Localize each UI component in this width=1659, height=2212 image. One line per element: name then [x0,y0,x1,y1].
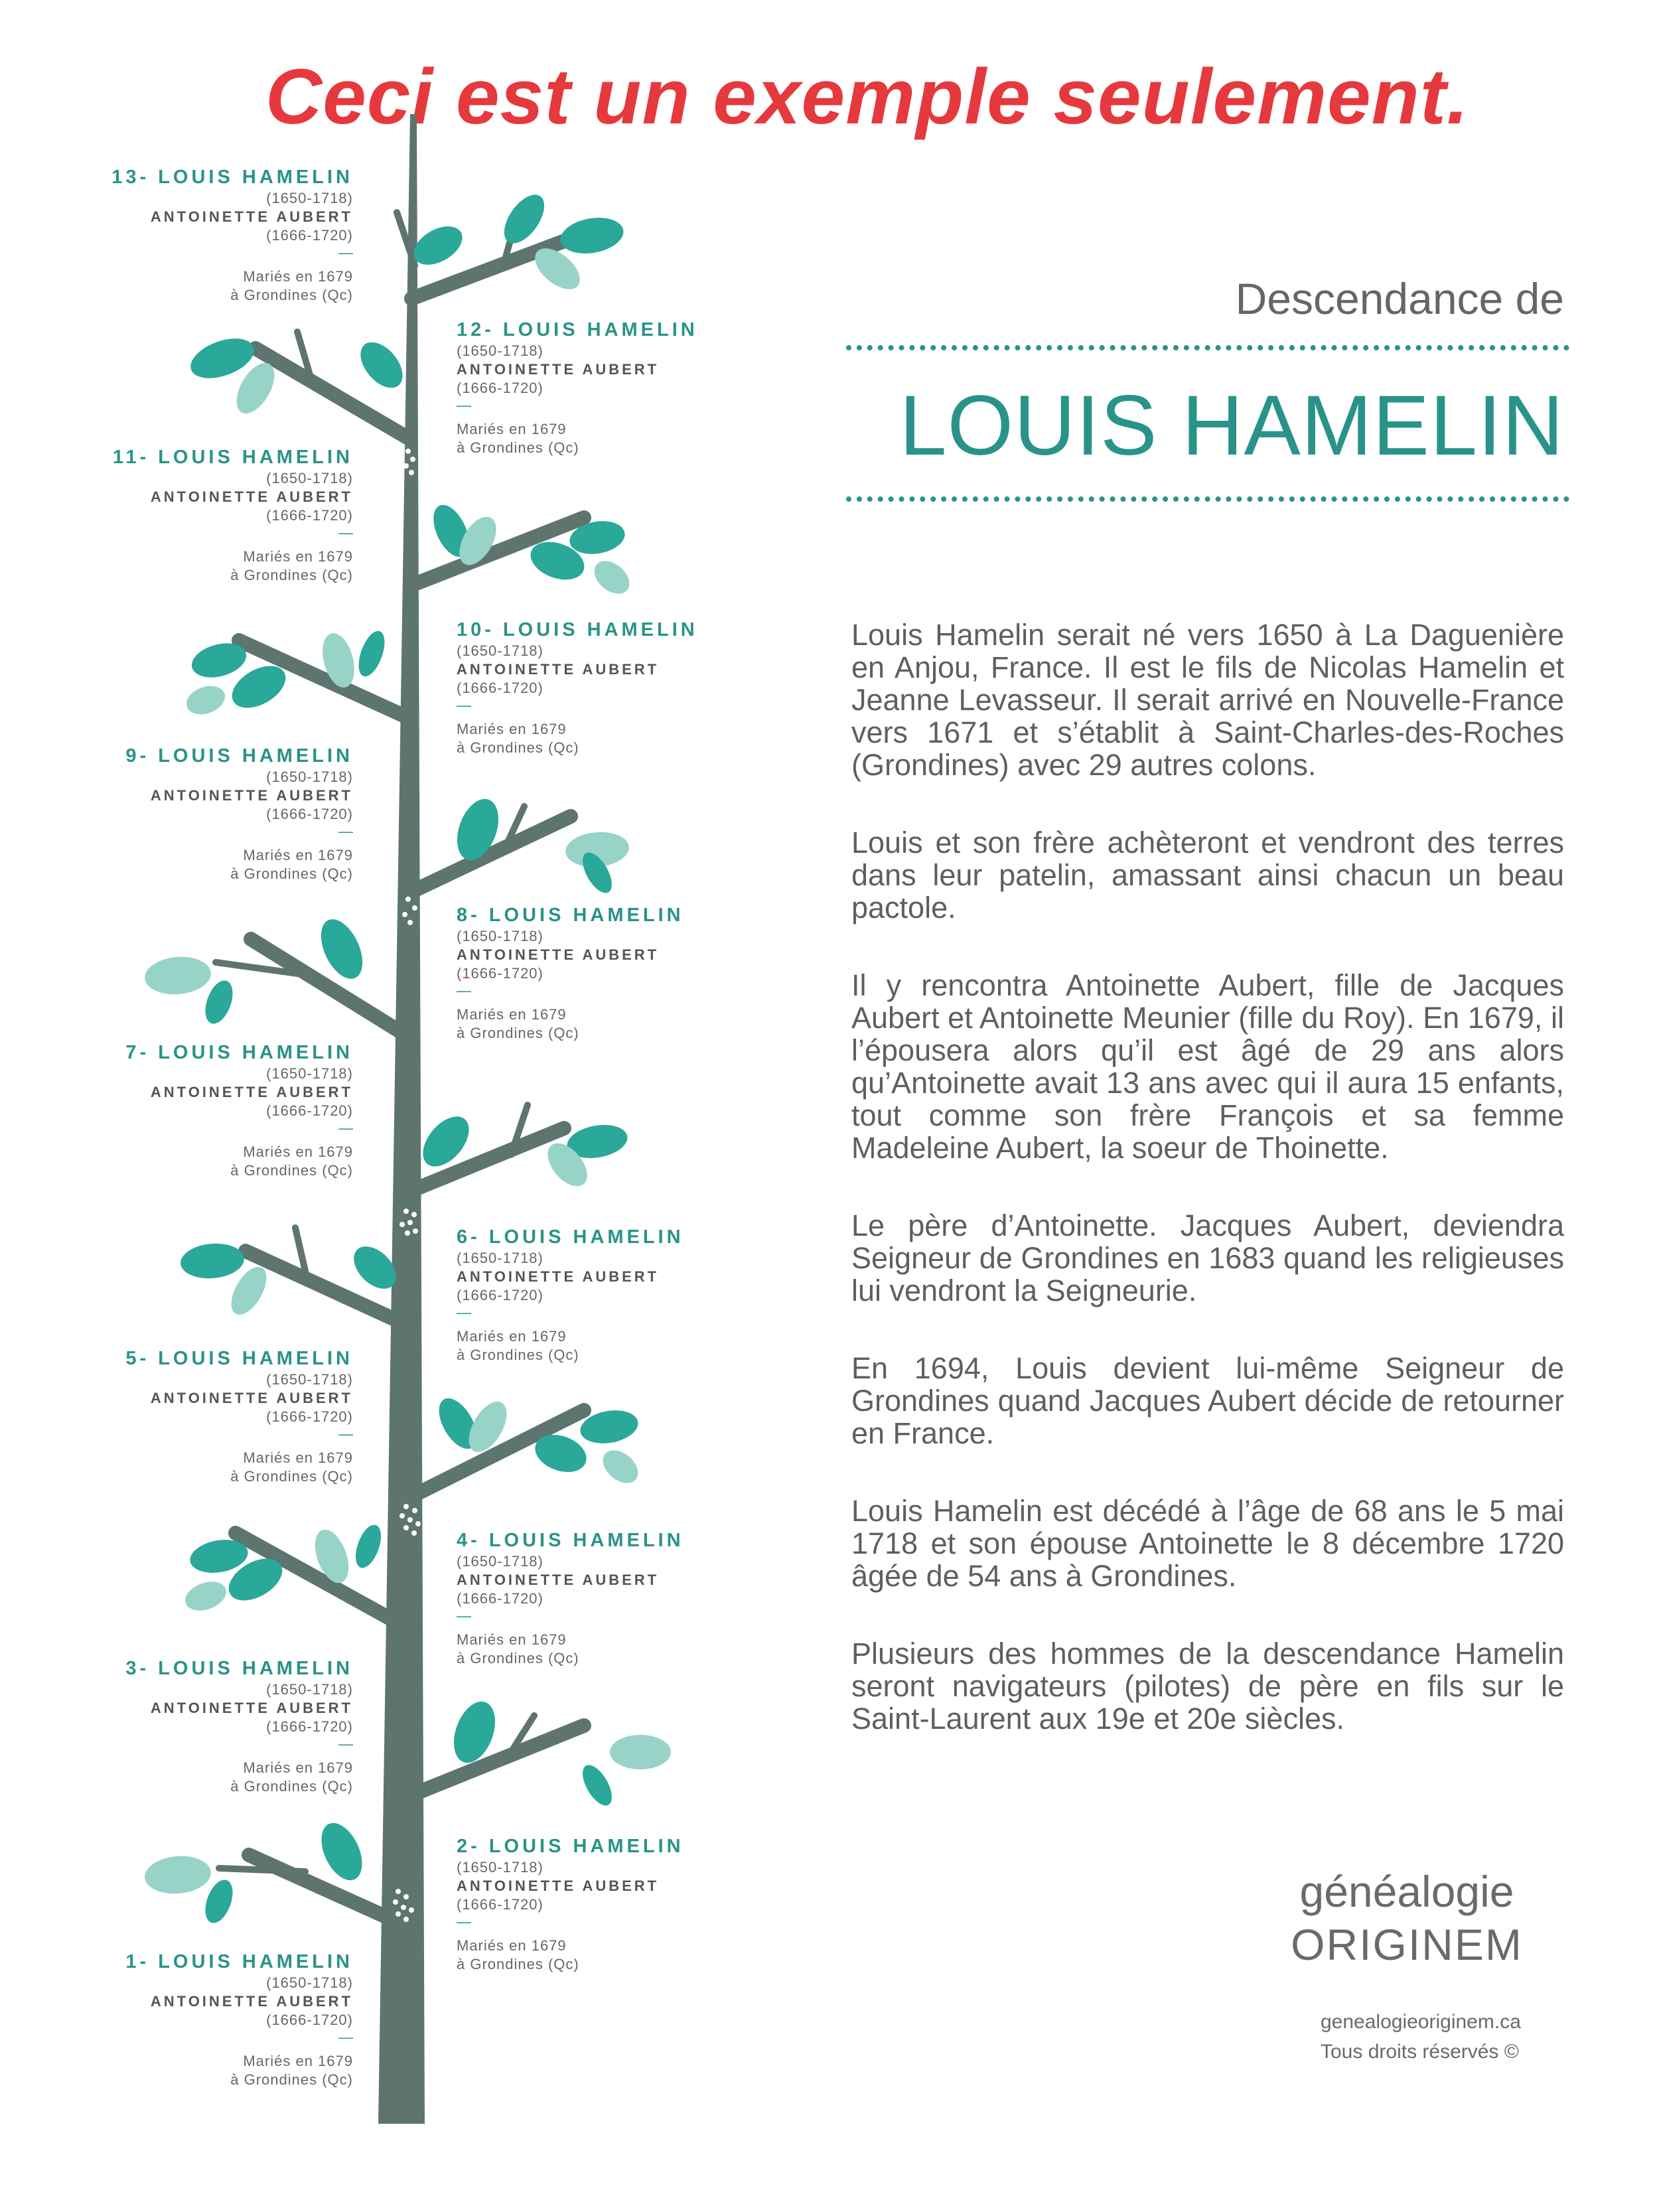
separator: — [338,1735,353,1752]
marriage-place: à Grondines (Qc) [230,1468,353,1485]
generation-label: 7- LOUIS HAMELIN [125,1042,353,1063]
spouse-name: ANTOINETTE AUBERT [457,661,660,678]
marriage-place: à Grondines (Qc) [230,1162,353,1179]
generation-label: 10- LOUIS HAMELIN [457,619,698,640]
separator: — [338,524,353,541]
spouse-dates: (1666-1720) [457,380,543,396]
separator: — [338,244,353,261]
generation-13 [8,168,353,303]
marriage-place: à Grondines (Qc) [457,1025,579,1041]
marriage-year: Mariés en 1679 [243,2053,353,2069]
separator: — [457,397,471,413]
husband-dates: (1650-1718) [266,1681,353,1698]
marriage-place: à Grondines (Qc) [230,2071,353,2088]
marriage-year: Mariés en 1679 [457,1006,567,1023]
husband-dates: (1650-1718) [457,1250,543,1266]
husband-dates: (1650-1718) [266,470,353,486]
spouse-name: ANTOINETTE AUBERT [150,1993,353,2010]
separator: — [457,697,471,713]
marriage-year: Mariés en 1679 [457,1937,567,1954]
husband-dates: (1650-1718) [266,190,353,206]
marriage-year: Mariés en 1679 [243,268,353,285]
generation-5 [8,1349,353,1484]
copyright-notice: Tous droits réservés © [1321,2041,1519,2063]
spouse-name: ANTOINETTE AUBERT [150,1700,353,1716]
spouse-name: ANTOINETTE AUBERT [150,208,353,225]
generation-11 [8,448,353,583]
separator: — [338,1426,353,1442]
generation-label: 2- LOUIS HAMELIN [457,1836,684,1857]
spouse-name: ANTOINETTE AUBERT [457,1572,660,1588]
marriage-place: à Grondines (Qc) [457,1650,579,1666]
generation-4 [457,1531,802,1666]
brand-line-1: généalogie [1299,1867,1514,1916]
spouse-dates: (1666-1720) [266,507,353,524]
generation-1 [8,1953,353,2087]
spouse-dates: (1666-1720) [266,2012,353,2028]
spouse-dates: (1666-1720) [266,227,353,244]
generation-9 [8,747,353,881]
marriage-year: Mariés en 1679 [457,1631,567,1648]
spouse-dates: (1666-1720) [266,1408,353,1425]
generation-label: 3- LOUIS HAMELIN [125,1658,353,1679]
title-prefix: Descendance de [1235,274,1564,323]
separator: — [338,2029,353,2045]
spouse-name: ANTOINETTE AUBERT [150,787,353,804]
dotted-divider-bottom [846,496,1569,502]
bio-paragraph-6: Louis Hamelin est décédé à l’âge de 68 ans le 5 mai 1718 et son épouse Antoinette le 8 décembre 1720 âgée de 54 ans à Grondines. [851,1494,1564,1593]
husband-dates: (1650-1718) [266,1371,353,1388]
marriage-place: à Grondines (Qc) [230,567,353,583]
generation-label: 11- LOUIS HAMELIN [112,447,353,468]
generation-label: 9- LOUIS HAMELIN [125,745,353,767]
spouse-name: ANTOINETTE AUBERT [150,1084,353,1100]
example-banner: Ceci est un exemple seulement. [265,53,1469,141]
spouse-name: ANTOINETTE AUBERT [457,1878,660,1894]
marriage-place: à Grondines (Qc) [457,439,579,456]
marriage-year: Mariés en 1679 [243,847,353,863]
bio-paragraph-3: Il y rencontra Antoinette Aubert, fille de Jacques Aubert et Antoinette Meunier (fille du Roy). En 1679, il l’épousera alors qu’il est âgé de 29 ans alors qu’Antoinette avait 13 ans avec qui il aura 15 enfants, tout comme son frère François et sa femme Madeleine Aubert, la soeur de Thoinette. [851,968,1564,1165]
spouse-name: ANTOINETTE AUBERT [457,361,660,378]
marriage-place: à Grondines (Qc) [230,287,353,303]
spouse-dates: (1666-1720) [457,1287,543,1303]
separator: — [457,1607,471,1624]
generation-10 [457,621,802,755]
marriage-year: Mariés en 1679 [243,1759,353,1776]
spouse-dates: (1666-1720) [457,680,543,696]
marriage-year: Mariés en 1679 [457,1328,567,1345]
spouse-dates: (1666-1720) [457,965,543,982]
spouse-dates: (1666-1720) [457,1590,543,1607]
marriage-year: Mariés en 1679 [243,1449,353,1466]
husband-dates: (1650-1718) [457,1553,543,1570]
separator: — [338,1120,353,1136]
spouse-name: ANTOINETTE AUBERT [150,488,353,505]
husband-dates: (1650-1718) [457,928,543,944]
dotted-divider-top [846,345,1569,350]
spouse-dates: (1666-1720) [457,1896,543,1913]
generation-label: 5- LOUIS HAMELIN [125,1348,353,1369]
marriage-place: à Grondines (Qc) [230,1778,353,1795]
marriage-place: à Grondines (Qc) [230,865,353,882]
marriage-year: Mariés en 1679 [243,548,353,565]
spouse-name: ANTOINETTE AUBERT [457,946,660,963]
generation-8 [457,906,802,1041]
separator: — [457,1913,471,1930]
spouse-name: ANTOINETTE AUBERT [457,1268,660,1285]
bio-paragraph-5: En 1694, Louis devient lui-même Seigneur de Grondines quand Jacques Aubert décide de retourner en France. [851,1351,1564,1450]
marriage-place: à Grondines (Qc) [457,1956,579,1972]
separator: — [457,1304,471,1321]
husband-dates: (1650-1718) [266,769,353,785]
bio-paragraph-2: Louis et son frère achèteront et vendront des terres dans leur patelin, amassant ainsi chacun un beau pactole. [851,826,1564,924]
marriage-place: à Grondines (Qc) [457,1347,579,1363]
generation-label: 12- LOUIS HAMELIN [457,319,698,340]
marriage-place: à Grondines (Qc) [457,739,579,756]
brand-line-2: ORIGINEM [1291,1920,1523,1969]
tree-trunk [378,114,425,2124]
marriage-year: Mariés en 1679 [457,421,567,437]
marriage-year: Mariés en 1679 [457,721,567,737]
husband-dates: (1650-1718) [457,342,543,359]
bio-paragraph-7: Plusieurs des hommes de la descendance Hamelin seront navigateurs (pilotes) de père en fils sur le Saint-Laurent aux 19e et 20e siècles. [851,1637,1564,1735]
bio-paragraph-1: Louis Hamelin serait né vers 1650 à La Daguenière en Anjou, France. Il est le fils de Nicolas Hamelin et Jeanne Levasseur. Il serait arrivé en Nouvelle-France vers 1671 et s’établit à Saint-Charles-des-Roches (Grondines) avec 29 autres colons. [851,618,1564,782]
generation-label: 8- LOUIS HAMELIN [457,905,684,926]
spouse-name: ANTOINETTE AUBERT [150,1390,353,1406]
generation-3 [8,1659,353,1794]
husband-dates: (1650-1718) [457,1859,543,1876]
generation-7 [8,1043,353,1178]
generation-label: 1- LOUIS HAMELIN [125,1951,353,1972]
husband-dates: (1650-1718) [457,642,543,659]
generation-label: 6- LOUIS HAMELIN [457,1226,684,1248]
generation-label: 13- LOUIS HAMELIN [111,167,353,188]
husband-dates: (1650-1718) [266,1065,353,1082]
generation-label: 4- LOUIS HAMELIN [457,1530,684,1551]
separator: — [457,982,471,999]
page-title: LOUIS HAMELIN [899,378,1564,473]
bio-paragraph-4: Le père d’Antoinette. Jacques Aubert, deviendra Seigneur de Grondines en 1683 quand les religieuses lui vendront la Seigneurie. [851,1209,1564,1307]
spouse-dates: (1666-1720) [266,1102,353,1119]
spouse-dates: (1666-1720) [266,1718,353,1735]
generation-6 [457,1228,802,1363]
website-url[interactable]: genealogieoriginem.ca [1321,2011,1521,2033]
generation-2 [457,1837,802,1972]
husband-dates: (1650-1718) [266,1974,353,1991]
spouse-dates: (1666-1720) [266,806,353,822]
marriage-year: Mariés en 1679 [243,1143,353,1160]
separator: — [338,823,353,840]
